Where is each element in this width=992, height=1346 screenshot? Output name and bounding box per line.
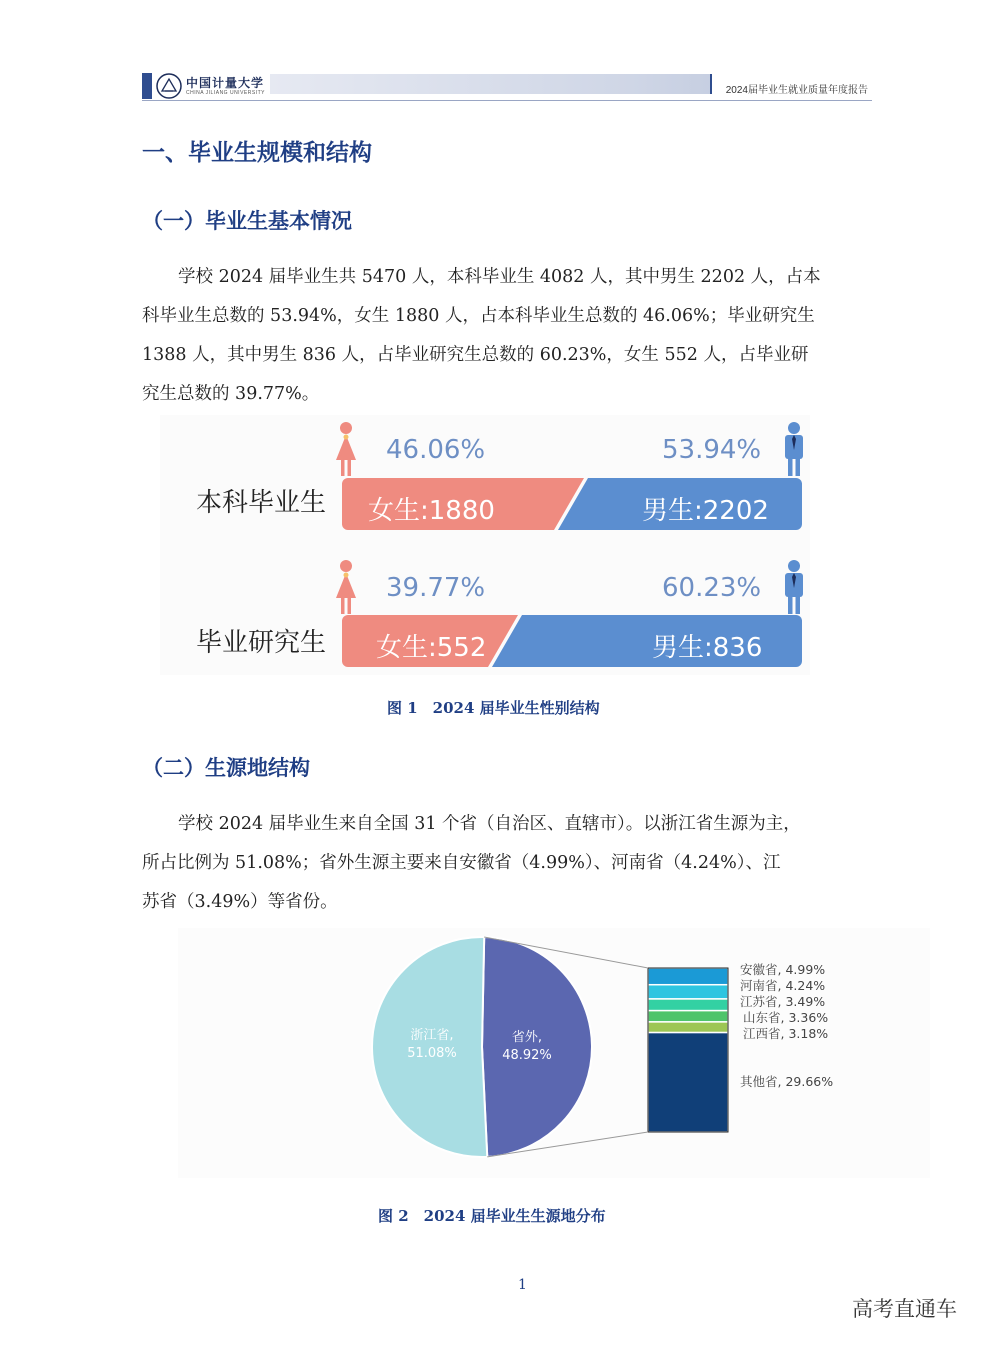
page-header bbox=[142, 70, 872, 102]
female-count: 女生:1880 bbox=[368, 496, 495, 526]
pie-label-zhejiang bbox=[392, 1027, 472, 1063]
header-school-name: 中国计量大学 bbox=[186, 76, 265, 90]
female-icon bbox=[332, 420, 360, 478]
paragraph-line: 所占比例为 51.08%；省外生源主要来自安徽省（4.99%）、河南省（4.24%）、江 bbox=[142, 853, 781, 873]
paragraph-line: 苏省（3.49%）等省份。 bbox=[142, 892, 338, 912]
female-count: 女生:552 bbox=[376, 633, 487, 663]
breakdown-segment bbox=[648, 1011, 728, 1022]
pie-label-name: 浙江省, bbox=[410, 1028, 454, 1043]
breakdown-label: 安徽省, 4.99% bbox=[740, 962, 826, 977]
male-icon bbox=[780, 558, 808, 616]
breakdown-segment bbox=[648, 1033, 728, 1132]
gender-structure-figure bbox=[160, 415, 810, 675]
header-accent-bar bbox=[142, 73, 152, 99]
header-rule bbox=[142, 100, 872, 101]
breakdown-segment bbox=[648, 1022, 728, 1033]
page-number: 1 bbox=[518, 1277, 527, 1293]
header-report-title: 2024届毕业生就业质量年度报告 bbox=[725, 85, 868, 96]
paragraph-line: 究生总数的 39.77%。 bbox=[142, 384, 320, 404]
breakdown-label: 江苏省, 3.49% bbox=[740, 994, 826, 1009]
breakdown-label: 河南省, 4.24% bbox=[740, 978, 826, 993]
row-label-postgrad: 毕业研究生 bbox=[196, 628, 327, 658]
male-icon bbox=[780, 420, 808, 478]
breakdown-segment bbox=[648, 968, 728, 985]
female-percentage: 46.06% bbox=[386, 435, 486, 465]
paragraph-basic bbox=[142, 258, 860, 414]
header-title-box bbox=[710, 74, 872, 94]
section-title: 一、毕业生规模和结构 bbox=[142, 140, 372, 166]
male-percentage: 53.94% bbox=[662, 435, 762, 465]
female-percentage: 39.77% bbox=[386, 573, 486, 603]
origin-distribution-figure bbox=[178, 928, 930, 1178]
paragraph-line: 1388 人，其中男生 836 人，占毕业研究生总数的 60.23%，女生 552 人，占毕业研 bbox=[142, 345, 809, 365]
subsection-title-origin: （二）生源地结构 bbox=[142, 756, 310, 780]
watermark-text: 高考直通车 bbox=[852, 1297, 957, 1321]
breakdown-label: 江西省, 3.18% bbox=[743, 1026, 829, 1041]
male-count: 男生:2202 bbox=[642, 496, 769, 526]
pie-label-value: 51.08% bbox=[407, 1046, 457, 1061]
pie-label-other-province bbox=[489, 1029, 565, 1065]
male-count: 男生:836 bbox=[652, 633, 763, 663]
header-school-name-en: CHINA JILIANG UNIVERSITY bbox=[186, 90, 265, 96]
figure1-caption: 图 1 2024 届毕业生性别结构 bbox=[387, 699, 600, 717]
paragraph-line: 学校 2024 届毕业生来自全国 31 个省（自治区、直辖市）。以浙江省生源为主， bbox=[178, 814, 801, 834]
university-logo-icon bbox=[156, 72, 182, 100]
breakdown-segment bbox=[648, 999, 728, 1011]
male-percentage: 60.23% bbox=[662, 573, 762, 603]
breakdown-segment bbox=[648, 985, 728, 999]
breakdown-label: 其他省, 29.66% bbox=[740, 1074, 834, 1089]
pie-label-name: 省外, bbox=[511, 1030, 543, 1045]
figure2-caption: 图 2 2024 届毕业生生源地分布 bbox=[378, 1207, 606, 1225]
row-label-undergrad: 本科毕业生 bbox=[196, 488, 327, 518]
pie-label-value: 48.92% bbox=[502, 1048, 552, 1063]
paragraph-origin bbox=[142, 805, 860, 922]
female-icon bbox=[332, 558, 360, 616]
breakdown-label: 山东省, 3.36% bbox=[743, 1010, 829, 1025]
paragraph-line: 科毕业生总数的 53.94%，女生 1880 人，占本科毕业生总数的 46.06%；毕业研究生 bbox=[142, 306, 815, 326]
paragraph-line: 学校 2024 届毕业生共 5470 人，本科毕业生 4082 人，其中男生 2202 人，占本 bbox=[178, 267, 821, 287]
subsection-title-basic: （一）毕业生基本情况 bbox=[142, 209, 352, 233]
